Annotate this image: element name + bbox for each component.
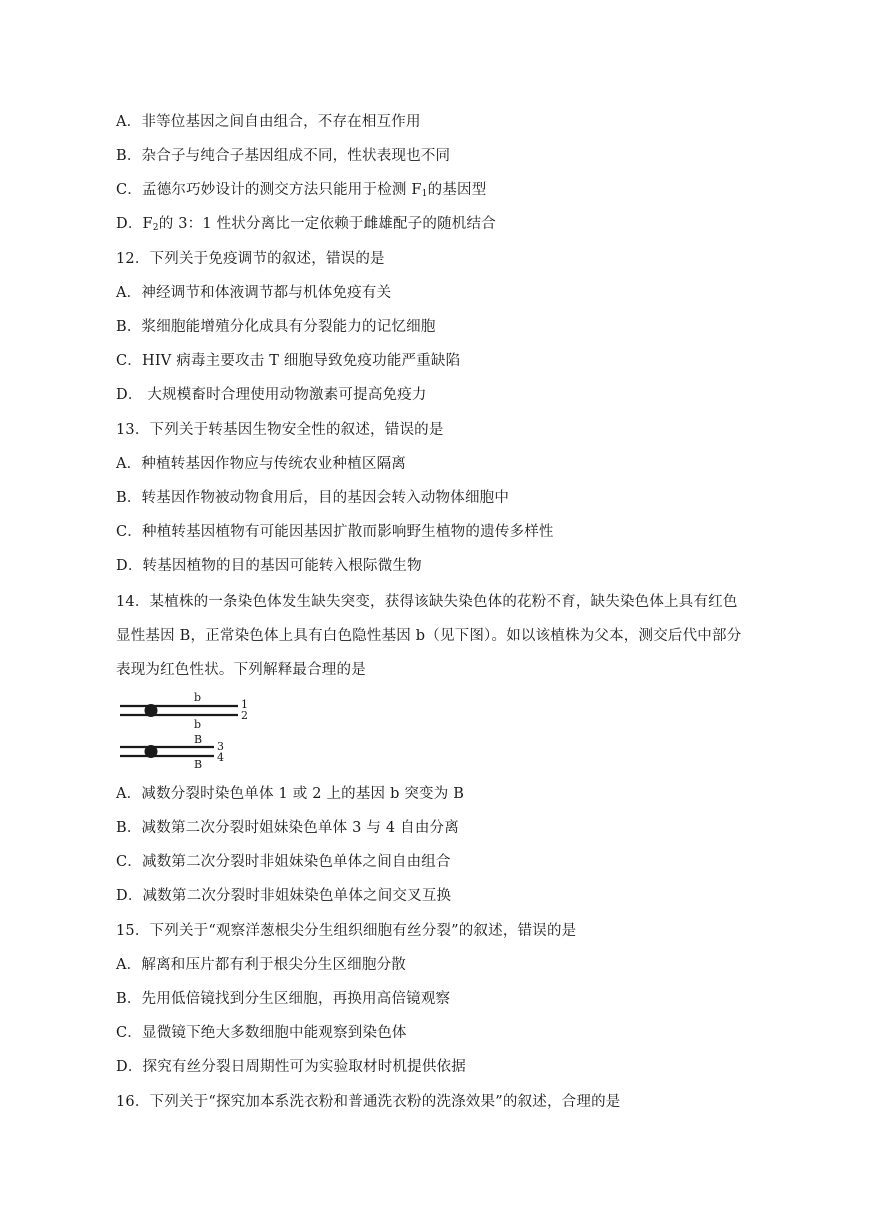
q12-option-c: C．HIV 病毒主要攻击 T 细胞导致免疫功能严重缺陷 — [116, 353, 461, 369]
q11-option-d-subscript: 2 — [152, 223, 159, 233]
centromere-upper — [145, 704, 158, 717]
q13-option-a: A．种植转基因作物应与传统农业种植区隔离 — [116, 456, 406, 472]
q11-option-c-text-end: 的基因型 — [427, 182, 487, 198]
gene-label-b-top: b — [194, 691, 202, 704]
q11-option-c-subscript: 1 — [421, 189, 428, 199]
q15-option-c: C．显微镜下绝大多数细胞中能观察到染色体 — [116, 1025, 407, 1041]
q13-option-d: D．转基因植物的目的基因可能转入根际微生物 — [116, 558, 422, 574]
q12-stem: 12．下列关于免疫调节的叙述，错误的是 — [116, 251, 385, 267]
q12-option-d: D． 大规模畜时合理使用动物激素可提高免疫力 — [116, 387, 427, 403]
q11-option-d-text: D．F — [116, 216, 153, 232]
q14-option-b: B．减数第二次分裂时姐妹染色单体 3 与 4 自由分离 — [116, 820, 459, 836]
q14-stem-line-2: 显性基因 B，正常染色体上具有白色隐性基因 b（见下图）。如以该植株为父本，测交后代中部分 — [116, 628, 742, 644]
chromatid-label-1: 1 — [241, 698, 248, 711]
q11-option-c — [116, 180, 486, 204]
q12-option-a: A．神经调节和体液调节都与机体免疫有关 — [116, 285, 392, 301]
q11-option-a: A．非等位基因之间自由组合，不存在相互作用 — [116, 114, 421, 130]
q14-option-a: A．减数分裂时染色单体 1 或 2 上的基因 b 突变为 B — [116, 786, 465, 802]
q11-option-d-text-end: 的 3：1 性状分离比一定依赖于雌雄配子的随机结合 — [158, 216, 496, 232]
chromatid-label-2: 2 — [241, 709, 248, 722]
q14-option-d: D．减数第二次分裂时非姐妹染色单体之间交叉互换 — [116, 888, 452, 904]
q12-option-b: B．浆细胞能增殖分化成具有分裂能力的记忆细胞 — [116, 319, 436, 335]
q14-option-c: C．减数第二次分裂时非姐妹染色单体之间自由组合 — [116, 854, 451, 870]
chromatid-label-4: 4 — [217, 751, 224, 764]
q13-option-c: C．种植转基因植物有可能因基因扩散而影响野生植物的遗传多样性 — [116, 524, 554, 540]
q16-stem: 16．下列关于“探究加本系洗衣粉和普通洗衣粉的洗涤效果”的叙述，合理的是 — [116, 1094, 621, 1110]
centromere-lower — [145, 745, 158, 758]
chromosome-diagram — [116, 690, 254, 770]
q14-stem-line-3: 表现为红色性状。下列解释最合理的是 — [116, 662, 366, 678]
gene-label-b-bottom: b — [194, 718, 202, 731]
chromosome-figure — [116, 690, 254, 770]
q14-stem-line-1: 14．某植株的一条染色体发生缺失突变，获得该缺失染色体的花粉不育，缺失染色体上具有红色 — [116, 594, 738, 610]
q15-option-d: D．探究有丝分裂日周期性可为实验取材时机提供依据 — [116, 1059, 466, 1075]
q13-option-b: B．转基因作物被动物食用后，目的基因会转入动物体细胞中 — [116, 490, 510, 506]
chromatid-label-3: 3 — [217, 740, 224, 753]
q11-option-c-text: C．孟德尔巧妙设计的测交方法只能用于检测 F — [116, 182, 422, 198]
q13-stem: 13．下列关于转基因生物安全性的叙述，错误的是 — [116, 422, 444, 438]
gene-label-B-top: B — [194, 733, 203, 746]
q11-option-d — [116, 214, 496, 238]
q15-option-b: B．先用低倍镜找到分生区细胞，再换用高倍镜观察 — [116, 991, 451, 1007]
q11-option-b: B．杂合子与纯合子基因组成不同，性状表现也不同 — [116, 148, 451, 164]
gene-label-B-bottom: B — [194, 758, 203, 770]
q15-option-a: A．解离和压片都有利于根尖分生区细胞分散 — [116, 957, 406, 973]
q15-stem: 15．下列关于“观察洋葱根尖分生组织细胞有丝分裂”的叙述，错误的是 — [116, 923, 577, 939]
